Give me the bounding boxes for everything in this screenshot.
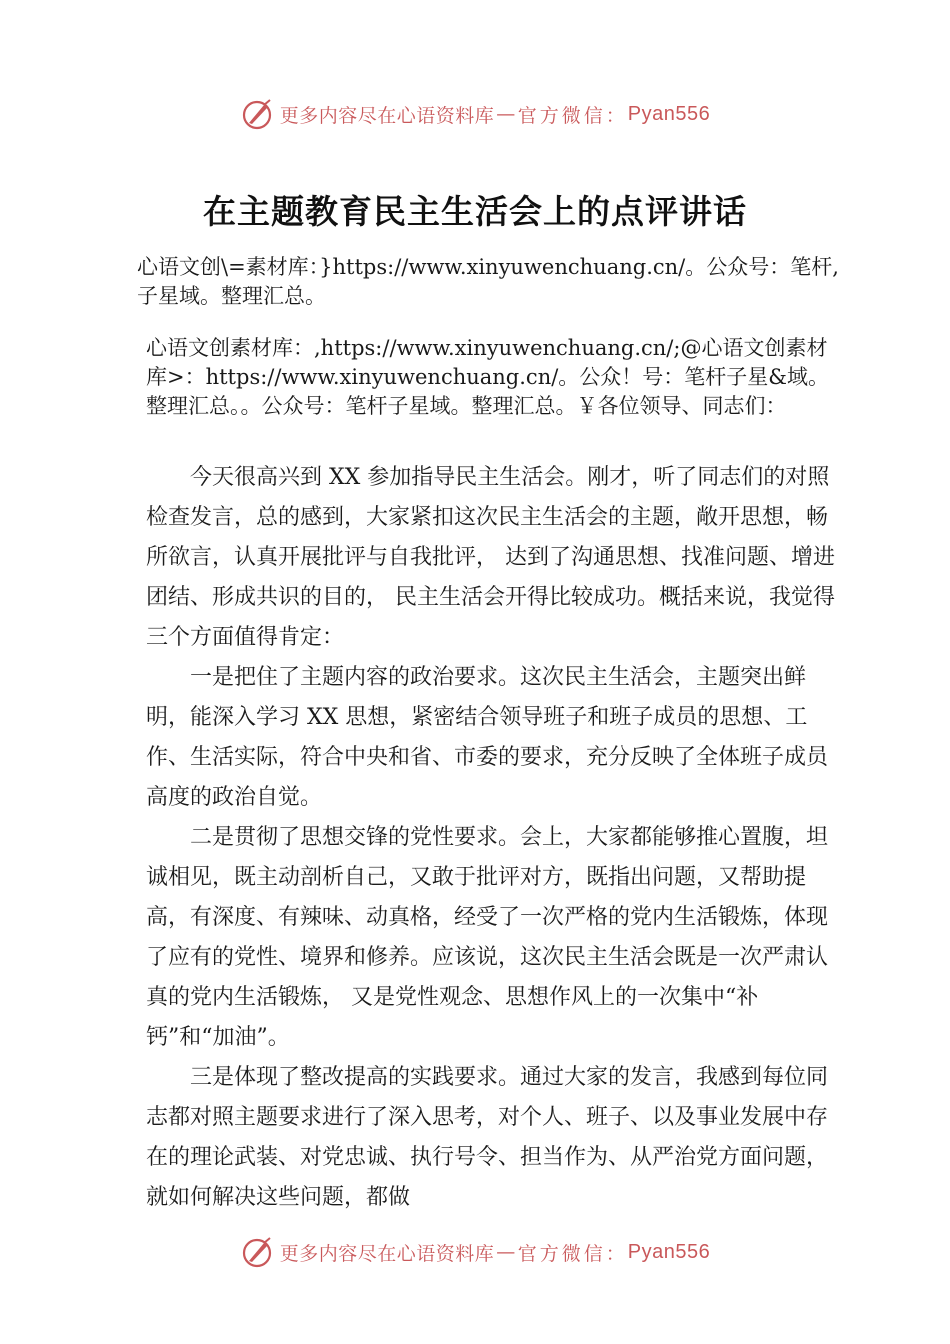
document-title: 在主题教育民主生活会上的点评讲话 (203, 192, 747, 231)
paragraph-3: 二是贯彻了思想交锋的党性要求。会上，大家都能够推心置腹，坦诚相见，既主动剖析自己，又敢于批评对方，既指出问题，又帮助提高，有深度、有辣味、动真格，经受了一次严格的党内生活锻炼，体现了应有的党性、境界和修养。应该说，这次民主生活会既是一次严肃认真的党内生活锻炼， 又是党性观念、思想作风上的一次集中“补钙”和“加油”。 (146, 825, 829, 1050)
paragraph-4: 三是体现了整改提高的实践要求。通过大家的发言，我感到每位同志都对照主题要求进行了深入思考，对个人、班子、以及事业发展中存在的理论武装、对党忠诚、执行号令、担当作为、从严治党方面问题，就如何解决这些问题，都做 (146, 1065, 829, 1210)
footer-watermark-banner (0, 1232, 950, 1272)
speech-body (146, 458, 836, 1218)
banner-dash: — (496, 1241, 516, 1263)
banner-wechat-id: Pyan556 (627, 102, 711, 125)
banner-wechat-label: 官方微信： (517, 1242, 628, 1265)
quill-logo-icon (240, 1235, 274, 1269)
header-watermark-banner (0, 94, 950, 134)
quill-logo-icon (240, 97, 274, 131)
banner-brand: 更多内容尽在心语资料库 (279, 104, 495, 127)
banner-wechat-id: Pyan556 (627, 1240, 711, 1263)
intro-paragraph: 心语文创素材库：,https://www.xinyuwenchuang.cn/;@心语文创素材库>：https://www.xinyuwenchuang.cn/。公众！号：笔杆子星&域。整理汇总。。公众号：笔杆子星域。整理汇总。￥各位领导、同志们： (146, 336, 829, 418)
banner-brand: 更多内容尽在心语资料库 (279, 1242, 495, 1265)
intro-line: 心语文创\=素材库：}https://www.xinyuwenchuang.cn/。公众号：笔杆,子星域。整理汇总。 (137, 255, 839, 308)
paragraph-1: 今天很高兴到 XX 参加指导民主生活会。刚才，听了同志们的对照检查发言，总的感到，大家紧扣这次民主生活会的主题，敞开思想，畅所欲言，认真开展批评与自我批评， 达到了沟通思想、找准问题、增进团结、形成共识的目的， 民主生活会开得比较成功。概括来说，我觉得三个方面值得肯定： (146, 465, 835, 650)
banner-dash: — (496, 103, 516, 125)
banner-wechat-label: 官方微信： (517, 104, 628, 127)
paragraph-2: 一是把住了主题内容的政治要求。这次民主生活会，主题突出鲜明，能深入学习 XX 思想，紧密结合领导班子和班子成员的思想、工作、生活实际，符合中央和省、市委的要求，充分反映了全体班子成员高度的政治自觉。 (146, 665, 829, 810)
